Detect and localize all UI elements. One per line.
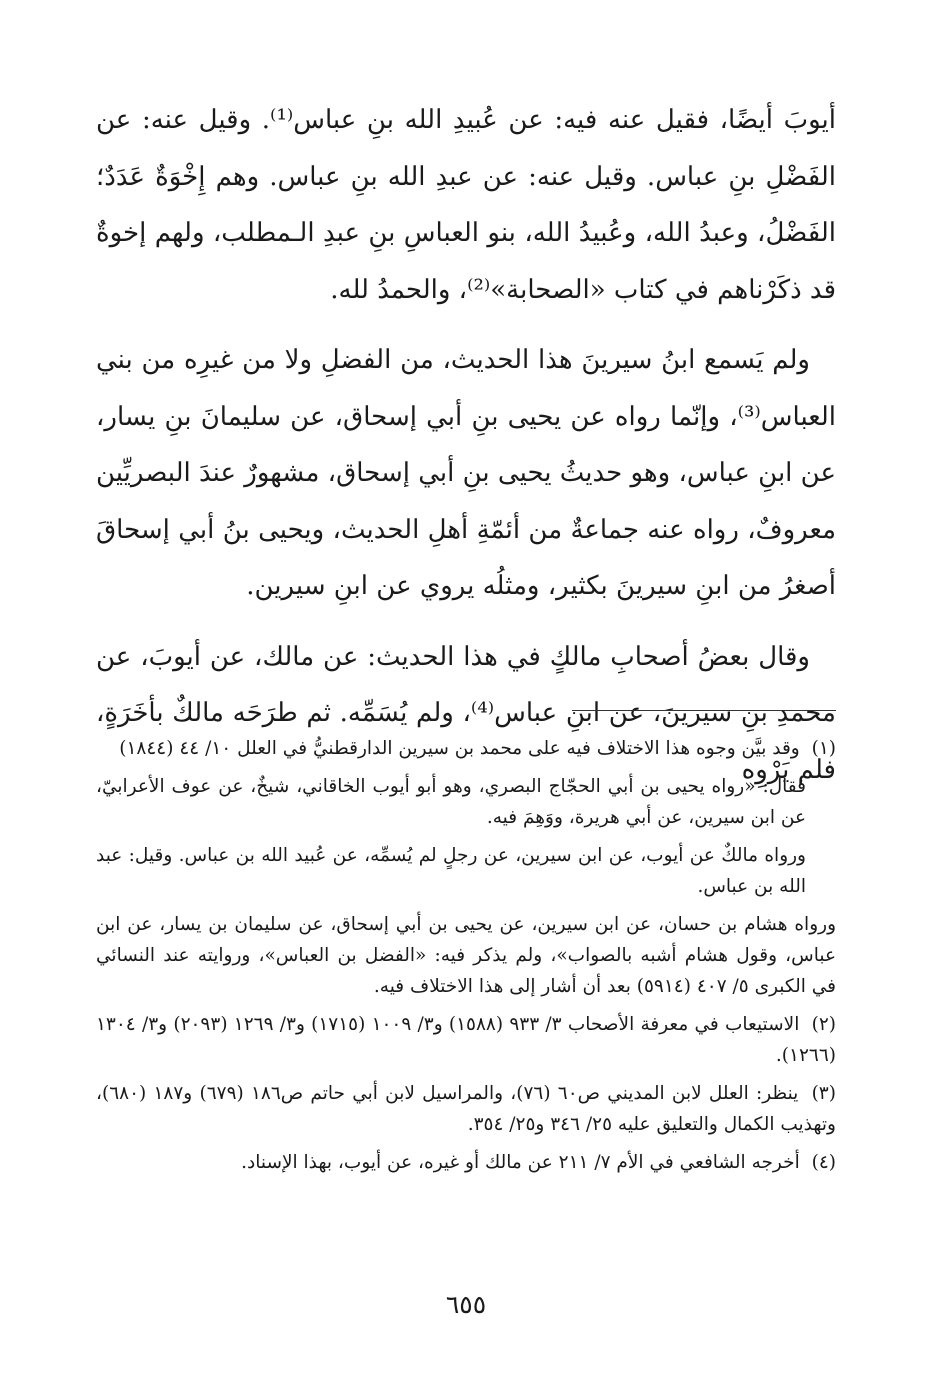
footnote-1-quote: فقال: «رواه يحيى بن أبي الحجّاج البصري، وهو أبو أيوب الخاقاني، شيخٌ، عن عوف الأعرابيّ، عن ابن سيرين، عن أبي هريرة، ووَهِمَ فيه. bbox=[96, 776, 806, 828]
footnote-number: (٤) bbox=[811, 1152, 836, 1173]
footnote-text: وقد بيَّن وجوه هذا الاختلاف فيه على محمد بن سيرين الدارقطنيُّ في العلل ١٠/ ٤٤ (١٨٤٤) bbox=[119, 738, 800, 759]
footnotes bbox=[96, 733, 836, 1185]
footnote-4 bbox=[96, 1147, 836, 1178]
footnote-number: (٢) bbox=[811, 1014, 836, 1035]
footnote-2 bbox=[96, 1009, 836, 1071]
footnote-text: ينظر: العلل لابن المديني ص٦٠ (٧٦)، والمراسيل لابن أبي حاتم ص١٨٦ (٦٧٩) و١٨٧ (٦٨٠)، وتهذيب الكمال والتعليق عليه ٢٥/ ٣٤٦ و٢٥/ ٣٥٤. bbox=[96, 1083, 836, 1135]
paragraph-1: أيوبَ أيضًا، فقيل عنه فيه: عن عُبيدِ الله بنِ عباس⁽¹⁾. وقيل عنه: عن الفَضْلِ بنِ عباس. وقيل عنه: عن عبدِ الله بنِ عباس. وهم إِخْوَةٌ عَدَدٌ؛ الفَضْلُ، وعبدُ الله، وعُبيدُ الله، بنو العباسِ بنِ عبدِ الـمطلب، ولهم إخوةٌ قد ذكَرْناهم في كتاب «الصحابة»⁽²⁾، والحمدُ لله. bbox=[96, 105, 836, 305]
footnote-number: (١) bbox=[811, 738, 836, 759]
footnote-separator bbox=[572, 710, 836, 711]
footnote-number: (٣) bbox=[811, 1083, 836, 1104]
page-number: ٦٥٥ bbox=[445, 1290, 487, 1319]
main-text bbox=[96, 92, 836, 812]
footnote-3 bbox=[96, 1078, 836, 1140]
footnote-text: الاستيعاب في معرفة الأصحاب ٣/ ٩٣٣ (١٥٨٨) و٣/ ١٠٠٩ (١٧١٥) و٣/ ١٢٦٩ (٢٠٩٣) و٣/ ١٣٠٤ (١٢٦٦). bbox=[96, 1014, 836, 1066]
paragraph-3: وقال بعضُ أصحابِ مالكٍ في هذا الحديث: عن مالك، عن أيوبَ، عن محمدِ بنِ سيرينَ، عن ابنِ عباس⁽⁴⁾، ولم يُسَمِّه. ثم طرَحَه مالكٌ بأخَرَةٍ، فلم يَرْوِه bbox=[96, 641, 836, 785]
footnote-1 bbox=[96, 733, 836, 764]
footnote-text: أخرجه الشافعي في الأم ٧/ ٢١١ عن مالك أو غيره، عن أيوب، بهذا الإسناد. bbox=[241, 1152, 800, 1173]
paragraph-2: ولم يَسمع ابنُ سيرينَ هذا الحديث، من الفضلِ ولا من غيرِه من بني العباس⁽³⁾، وإنّما رواه عن يحيى بنِ أبي إسحاق، عن سليمانَ بنِ يسار، عن ابنِ عباس، وهو حديثُ يحيى بنِ أبي إسحاق، مشهورٌ عندَ البصريِّين معروفٌ، رواه عنه جماعةٌ من أئمّةِ أهلِ الحديث، ويحيى بنُ أبي إسحاقَ أصغرُ من ابنِ سيرينَ بكثير، ومثلُه يروي عن ابنِ سيرين. bbox=[96, 345, 836, 601]
footnote-1-continuation: ورواه هشام بن حسان، عن ابن سيرين، عن يحيى بن أبي إسحاق، عن سليمان بن يسار، عن ابن عباس، وقول هشام أشبه بالصواب»، ولم يذكر فيه: «الفضل بن العباس»، وروايته عند النسائي في الكبرى ٥/ ٤٠٧ (٥٩١٤) بعد أن أشار إلى هذا الاختلاف فيه. bbox=[96, 914, 836, 997]
footnote-1-quote: ورواه مالكٌ عن أيوب، عن ابن سيرين، عن رجلٍ لم يُسمِّه، عن عُبيد الله بن عباس. وقيل: عبد الله بن عباس. bbox=[96, 845, 806, 897]
